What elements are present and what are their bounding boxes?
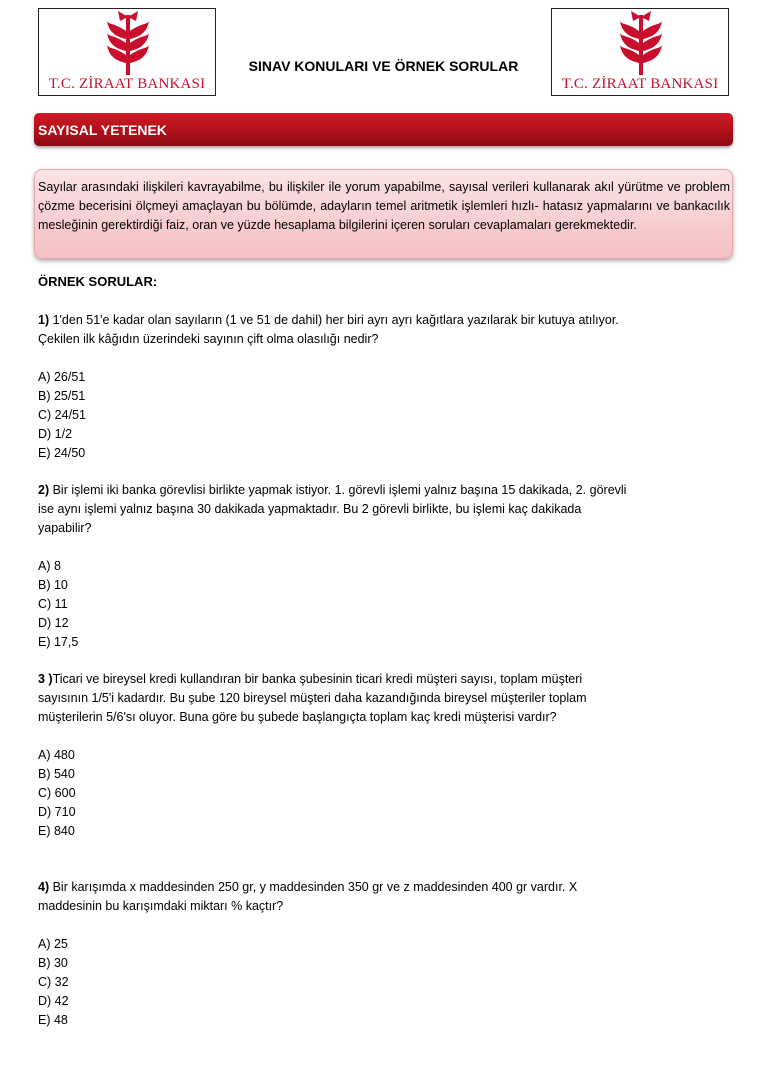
ziraat-logo-left [38, 8, 216, 96]
answer-option: E) 24/50 [38, 446, 86, 460]
question-line: yapabilir? [38, 521, 92, 535]
question-line [38, 878, 718, 897]
answer-option: D) 710 [38, 805, 76, 819]
question-line: maddesinin bu karışımdaki miktarı % kaçtır? [38, 899, 284, 913]
question-line: müşterilerin 5/6'sı oluyor. Buna göre bu şubede başlangıçta toplam kaç kredi müşterisi vardır? [38, 710, 557, 724]
question-text: 1'den 51'e kadar olan sayıların (1 ve 51 de dahil) her biri ayrı ayrı kağıtlara yazılarak bir kutuya atılıyor. [49, 313, 619, 327]
question-line: sayısının 1/5'i kadardır. Bu şube 120 bireysel müşteri daha kazandığında bireysel müşteriler toplam [38, 691, 587, 705]
answer-option: C) 11 [38, 597, 68, 611]
wheat-icon [103, 11, 153, 77]
examples-heading: ÖRNEK SORULAR: [38, 274, 158, 289]
question-number: 3 ) [38, 672, 53, 686]
logo-text: T.C. ZİRAAT BANKASI [561, 76, 719, 92]
intro-text: Sayılar arasındaki ilişkileri kavrayabilme, bu ilişkiler ile yorum yapabilme, sayısal verileri kullanarak akıl yürütme ve problem çözme becerisini ölçmeyi amaçlayan bu bölümde, adayların temel aritmetik işlemleri hızlı- hatasız yapmalarını ve bankacılık mesleğinin gerektirdiği faiz, oran ve yüzde hesaplama bilgilerini içeren soruları cevaplamaları gerekmektedir. [38, 180, 730, 232]
question-number: 1) [38, 313, 50, 327]
question-line: Çekilen ilk kâğıdın üzerindeki sayının çift olma olasılığı nedir? [38, 332, 379, 346]
answer-options [38, 557, 718, 652]
answer-option: B) 540 [38, 767, 75, 781]
answer-options [38, 368, 718, 463]
question-4 [38, 878, 718, 1030]
section-title: SAYISAL YETENEK [38, 122, 167, 138]
answer-option: E) 840 [38, 824, 75, 838]
question-text: Bir işlemi iki banka görevlisi birlikte yapmak istiyor. 1. görevli işlemi yalnız başına 15 dakikada, 2. görevli [49, 483, 627, 497]
section-header-bar [34, 113, 733, 146]
answer-option: C) 600 [38, 786, 76, 800]
answer-option: B) 30 [38, 956, 68, 970]
wheat-icon [616, 11, 666, 77]
answer-option: A) 8 [38, 559, 61, 573]
answer-option: E) 17,5 [38, 635, 79, 649]
question-line: ise aynı işlemi yalnız başına 30 dakikada yapmaktadır. Bu 2 görevli birlikte, bu işlemi kaç dakikada [38, 502, 582, 516]
answer-option: E) 48 [38, 1013, 68, 1027]
answer-options [38, 746, 718, 841]
question-line [38, 311, 718, 330]
answer-option: D) 12 [38, 616, 69, 630]
answer-option: A) 480 [38, 748, 75, 762]
answer-option: D) 42 [38, 994, 69, 1008]
question-2 [38, 481, 718, 652]
question-3 [38, 670, 718, 841]
question-line [38, 481, 718, 500]
answer-option: A) 25 [38, 937, 68, 951]
answer-option: C) 32 [38, 975, 69, 989]
question-number: 4) [38, 880, 50, 894]
ziraat-logo-right [551, 8, 729, 96]
logo-text: T.C. ZİRAAT BANKASI [48, 76, 206, 92]
question-1 [38, 311, 718, 463]
question-line [38, 670, 718, 689]
answer-option: C) 24/51 [38, 408, 86, 422]
document-title: SINAV KONULARI VE ÖRNEK SORULAR [248, 58, 519, 74]
answer-option: A) 26/51 [38, 370, 86, 384]
answer-options [38, 935, 718, 1030]
answer-option: D) 1/2 [38, 427, 73, 441]
intro-box [34, 169, 733, 259]
question-number: 2) [38, 483, 50, 497]
question-text: Ticari ve bireysel kredi kullandıran bir banka şubesinin ticari kredi müşteri sayısı, toplam müşteri [52, 672, 583, 686]
question-text: Bir karışımda x maddesinden 250 gr, y maddesinden 350 gr ve z maddesinden 400 gr vardır. X [49, 880, 578, 894]
answer-option: B) 10 [38, 578, 68, 592]
answer-option: B) 25/51 [38, 389, 86, 403]
